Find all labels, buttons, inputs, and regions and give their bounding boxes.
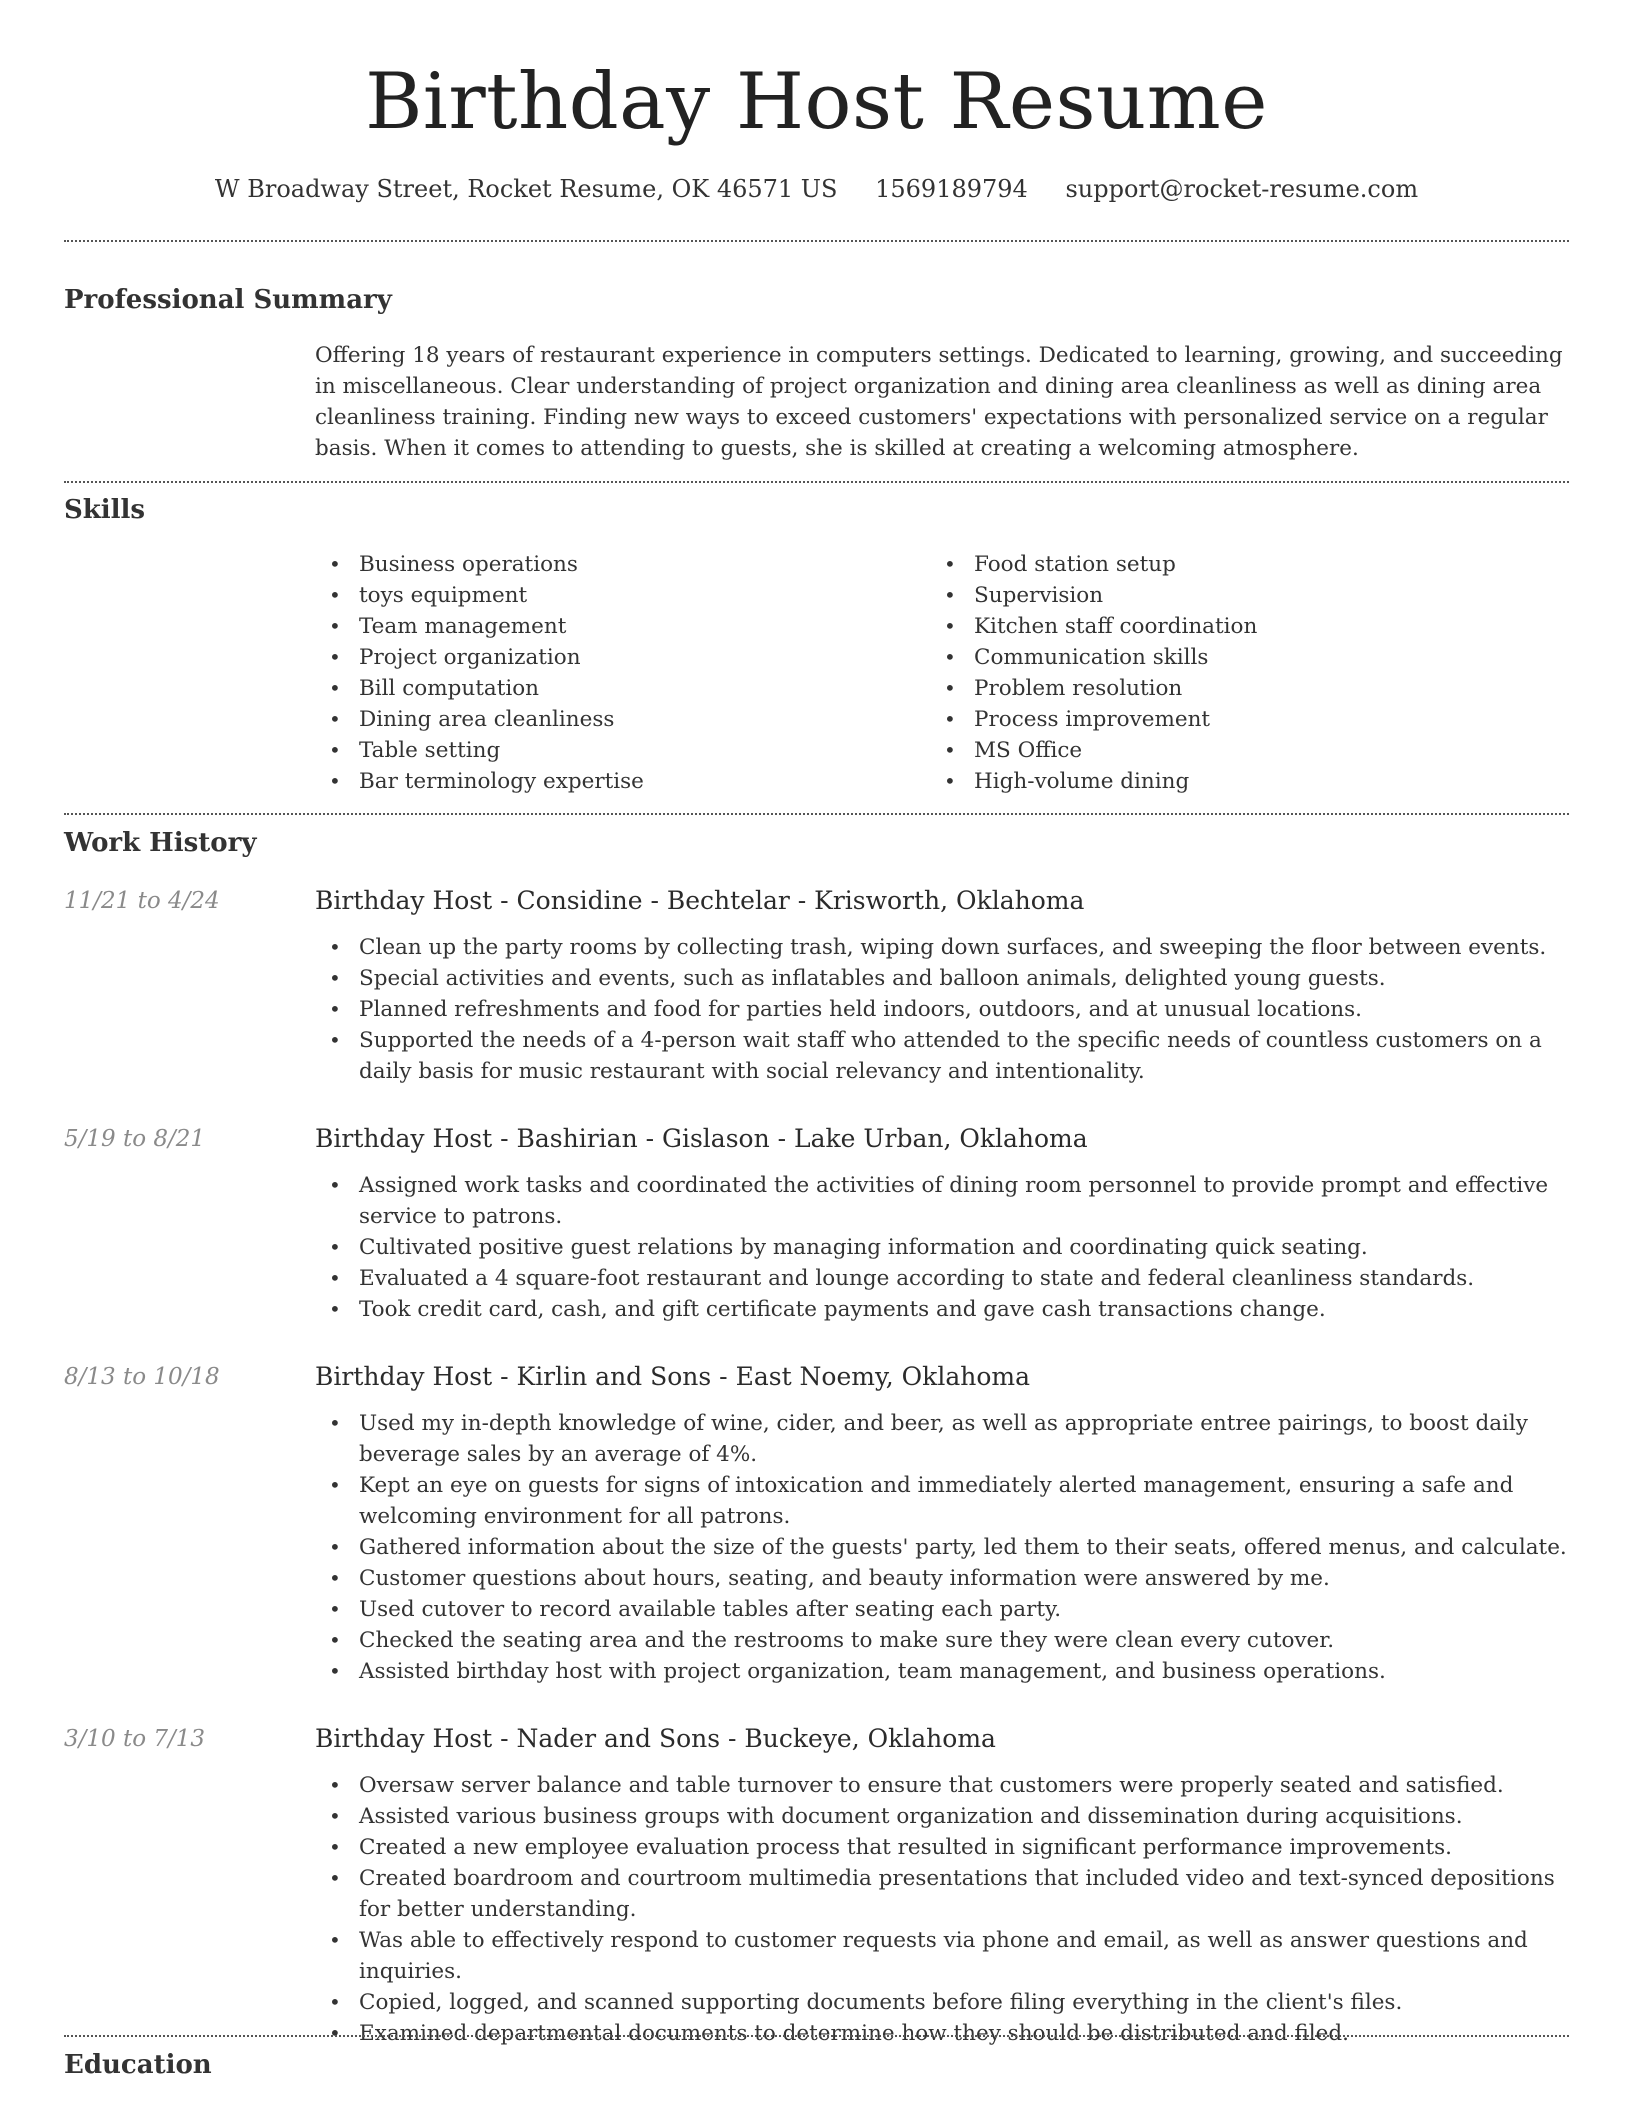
job-bullet: • Checked the seating area and the restrooms to make sure they were clean every cutover. [315,1625,1569,1656]
skills-column-right [930,549,1550,797]
job-bullet: • Supported the needs of a 4-person wait staff who attended to the specific needs of countless customers on a daily basis for music restaurant with social relevancy and intentionality. [315,1025,1569,1087]
skill-item: • Process improvement [930,704,1550,735]
job-bullet: • Copied, logged, and scanned supporting documents before filing everything in the client's files. [315,1987,1569,2018]
job-dates: 3/10 to 7/13 [64,1726,206,1752]
job-bullet: • Examined departmental documents to determine how they should be distributed and filed. [315,2018,1569,2049]
skill-item: • Bill computation [315,673,915,704]
skill-item: • MS Office [930,735,1550,766]
job-bullet: • Clean up the party rooms by collecting trash, wiping down surfaces, and sweeping the floor between events. [315,932,1569,963]
job-bullet: • Took credit card, cash, and gift certificate payments and gave cash transactions change. [315,1294,1569,1325]
job-bullet: • Assisted birthday host with project organization, team management, and business operations. [315,1656,1569,1687]
job-title: Birthday Host - Nader and Sons - Buckeye, Oklahoma [315,1724,996,1753]
job-bullets [315,1170,1569,1325]
skills-heading: Skills [64,495,146,525]
job-bullet: • Used cutover to record available tables after seating each party. [315,1594,1569,1625]
job-bullet: • Gathered information about the size of the guests' party, led them to their seats, offered menus, and calculate. [315,1532,1569,1563]
skill-item: • Bar terminology expertise [315,766,915,797]
education-heading: Education [64,2050,212,2080]
job-title: Birthday Host - Kirlin and Sons - East Noemy, Oklahoma [315,1362,1030,1391]
job-bullet: • Special activities and events, such as inflatables and balloon animals, delighted young guests. [315,963,1569,994]
skill-item: • Business operations [315,549,915,580]
job-bullets [315,932,1569,1087]
skill-item: • toys equipment [315,580,915,611]
resume-title: Birthday Host Resume [365,57,1268,147]
job-title: Birthday Host - Considine - Bechtelar - Krisworth, Oklahoma [315,886,1085,915]
skill-item: • Table setting [315,735,915,766]
job-bullet: • Cultivated positive guest relations by managing information and coordinating quick seating. [315,1232,1569,1263]
skills-column-left [315,549,915,797]
job-bullets [315,1770,1569,2049]
summary-heading: Professional Summary [64,285,392,315]
job-bullet: • Created boardroom and courtroom multimedia presentations that included video and text-synced depositions for better understanding. [315,1863,1569,1925]
job-bullet: • Created a new employee evaluation process that resulted in significant performance improvements. [315,1832,1569,1863]
job-title: Birthday Host - Bashirian - Gislason - Lake Urban, Oklahoma [315,1124,1088,1153]
skill-item: • High-volume dining [930,766,1550,797]
job-bullet: • Customer questions about hours, seating, and beauty information were answered by me. [315,1563,1569,1594]
contact-phone: 1569189794 [875,175,1028,203]
job-bullet: • Kept an eye on guests for signs of intoxication and immediately alerted management, ensuring a safe and welcoming environment for all patrons. [315,1470,1569,1532]
skill-item: • Dining area cleanliness [315,704,915,735]
job-dates: 8/13 to 10/18 [64,1364,220,1390]
contact-line [64,172,1569,206]
job-bullet: • Was able to effectively respond to customer requests via phone and email, as well as answer questions and inquiries. [315,1925,1569,1987]
job-bullet: • Assigned work tasks and coordinated the activities of dining room personnel to provide prompt and effective service to patrons. [315,1170,1569,1232]
skill-item: • Food station setup [930,549,1550,580]
job-bullet: • Evaluated a 4 square-foot restaurant and lounge according to state and federal cleanliness standards. [315,1263,1569,1294]
skill-item: • Supervision [930,580,1550,611]
summary-text: Offering 18 years of restaurant experience in computers settings. Dedicated to learning, growing, and succeeding in miscellaneous. Clear understanding of project organization and dining area cleanliness as well as dining area cleanliness training. Finding new ways to exceed customers' expectations with personalized service on a regular basis. When it comes to attending to guests, she is skilled at creating a welcoming atmosphere. [315,343,1563,461]
job-bullet: • Assisted various business groups with document organization and dissemination during acquisitions. [315,1801,1569,1832]
job-dates: 5/19 to 8/21 [64,1126,206,1152]
skill-item: • Kitchen staff coordination [930,611,1550,642]
job-bullet: • Planned refreshments and food for parties held indoors, outdoors, and at unusual locations. [315,994,1569,1025]
section-divider [64,240,1569,242]
contact-address: W Broadway Street, Rocket Resume, OK 46571 US [214,175,838,203]
skill-item: • Team management [315,611,915,642]
job-bullets [315,1408,1569,1687]
job-bullet: • Used my in-depth knowledge of wine, cider, and beer, as well as appropriate entree pairings, to boost daily beverage sales by an average of 4%. [315,1408,1569,1470]
section-divider [64,481,1569,483]
section-divider [64,2035,1569,2037]
skill-item: • Communication skills [930,642,1550,673]
resume-page [64,0,1569,2112]
section-divider [64,813,1569,815]
job-bullet: • Oversaw server balance and table turnover to ensure that customers were properly seated and satisfied. [315,1770,1569,1801]
job-dates: 11/21 to 4/24 [64,888,220,914]
skill-item: • Problem resolution [930,673,1550,704]
skill-item: • Project organization [315,642,915,673]
work-history-heading: Work History [64,828,257,858]
contact-email: support@rocket-resume.com [1065,175,1419,203]
